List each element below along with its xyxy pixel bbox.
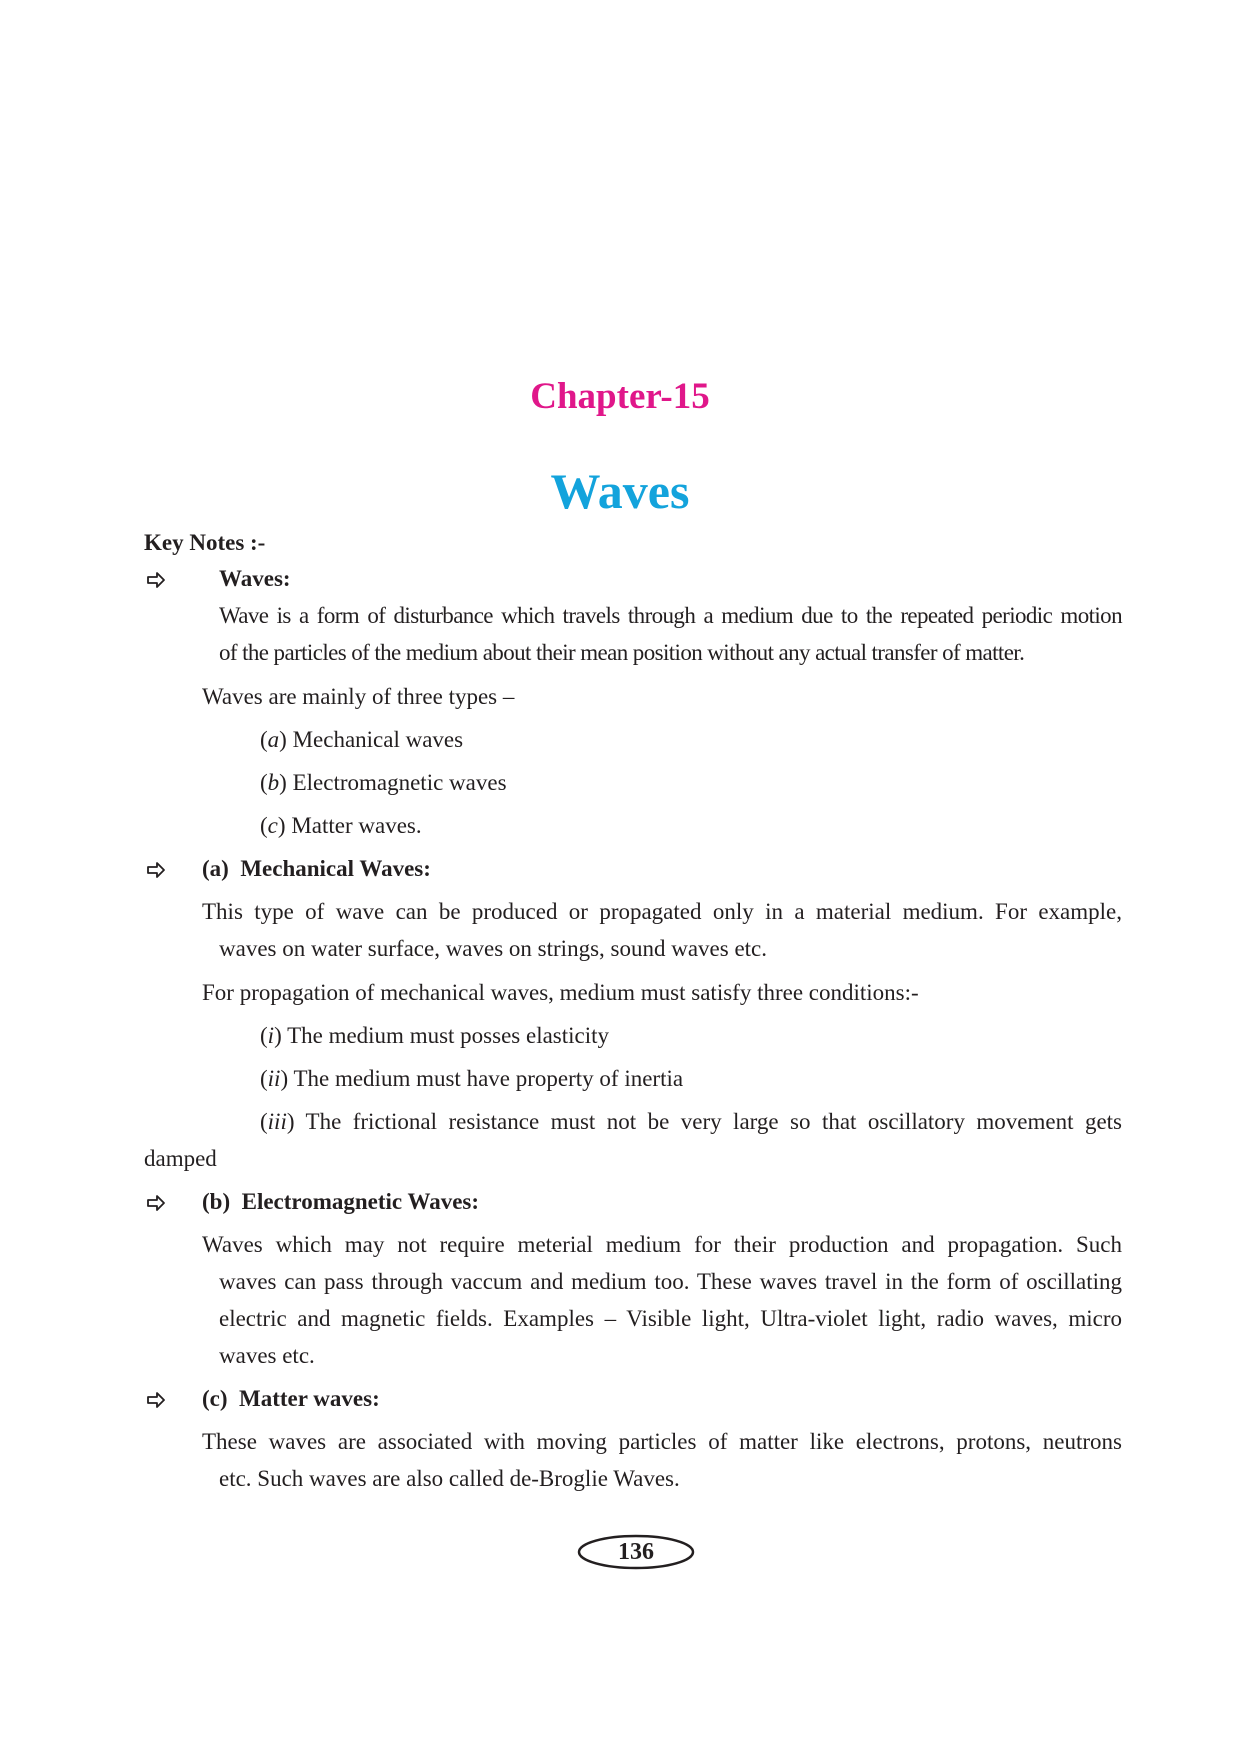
electromagnetic-heading: (b) Electromagnetic Waves: xyxy=(202,1189,480,1214)
matter-line2: etc. Such waves are also called de-Broglie Waves. xyxy=(219,1466,680,1491)
key-notes-heading: Key Notes :- xyxy=(144,530,266,555)
conditions-tail: damped xyxy=(144,1146,217,1171)
waves-heading: Waves: xyxy=(219,566,291,591)
right-arrow-icon xyxy=(146,570,166,590)
wave-type-item: (c) Matter waves. xyxy=(260,813,422,838)
chapter-title: Waves xyxy=(550,463,690,519)
item-text: Matter waves. xyxy=(291,813,422,838)
mechanical-para-line2: waves on water surface, waves on strings, sound waves etc. xyxy=(219,936,768,961)
right-arrow-icon xyxy=(146,1193,166,1213)
mechanical-para-line1: This type of wave can be produced or propagated only in a material medium. For example, xyxy=(202,899,1122,924)
chapter-label: Chapter-15 xyxy=(530,376,710,417)
condition-item: (i) The medium must posses elasticity xyxy=(260,1023,610,1048)
electromagnetic-line1: Waves which may not require meterial medium for their production and propagation. Such xyxy=(202,1232,1122,1257)
item-marker: c xyxy=(267,813,278,838)
condition-item: (ii) The medium must have property of inertia xyxy=(260,1066,684,1091)
electromagnetic-line4: waves etc. xyxy=(219,1343,315,1368)
item-text: The medium must have property of inertia xyxy=(293,1066,684,1091)
electromagnetic-line3: electric and magnetic fields. Examples – Visible light, Ultra-violet light, radio waves, micro xyxy=(219,1306,1122,1331)
item-text: Electromagnetic waves xyxy=(292,770,507,795)
item-text: The medium must posses elasticity xyxy=(287,1023,610,1048)
matter-line1: These waves are associated with moving particles of matter like electrons, protons, neutrons xyxy=(202,1429,1122,1454)
condition-item: (iii) The frictional resistance must not be very large so that oscillatory movement gets xyxy=(260,1109,1122,1134)
waves-definition-line1: Wave is a form of disturbance which travels through a medium due to the repeated periodic motion xyxy=(219,603,1122,628)
item-marker: a xyxy=(267,727,280,752)
item-marker: b xyxy=(267,770,280,795)
right-arrow-icon xyxy=(146,860,166,880)
mechanical-heading: (a) Mechanical Waves: xyxy=(202,856,431,881)
waves-definition-line2: of the particles of the medium about their mean position without any actual transfer of matter. xyxy=(219,640,1025,665)
item-marker: iii xyxy=(267,1109,287,1134)
item-marker: i xyxy=(267,1023,275,1048)
waves-types-intro: Waves are mainly of three types – xyxy=(202,684,515,709)
conditions-intro: For propagation of mechanical waves, medium must satisfy three conditions:- xyxy=(202,980,919,1005)
item-text: Mechanical waves xyxy=(292,727,464,752)
wave-type-item: (a) Mechanical waves xyxy=(260,727,464,752)
wave-type-item: (b) Electromagnetic waves xyxy=(260,770,507,795)
matter-heading: (c) Matter waves: xyxy=(202,1386,380,1411)
electromagnetic-line2: waves can pass through vaccum and medium too. These waves travel in the form of oscillating xyxy=(219,1269,1122,1294)
page-number-badge xyxy=(576,1533,696,1571)
item-marker: ii xyxy=(267,1066,281,1091)
page-number: 136 xyxy=(618,1539,654,1565)
right-arrow-icon xyxy=(146,1390,166,1410)
item-text: The frictional resistance must not be very large so that oscillatory movement gets xyxy=(305,1109,1122,1134)
